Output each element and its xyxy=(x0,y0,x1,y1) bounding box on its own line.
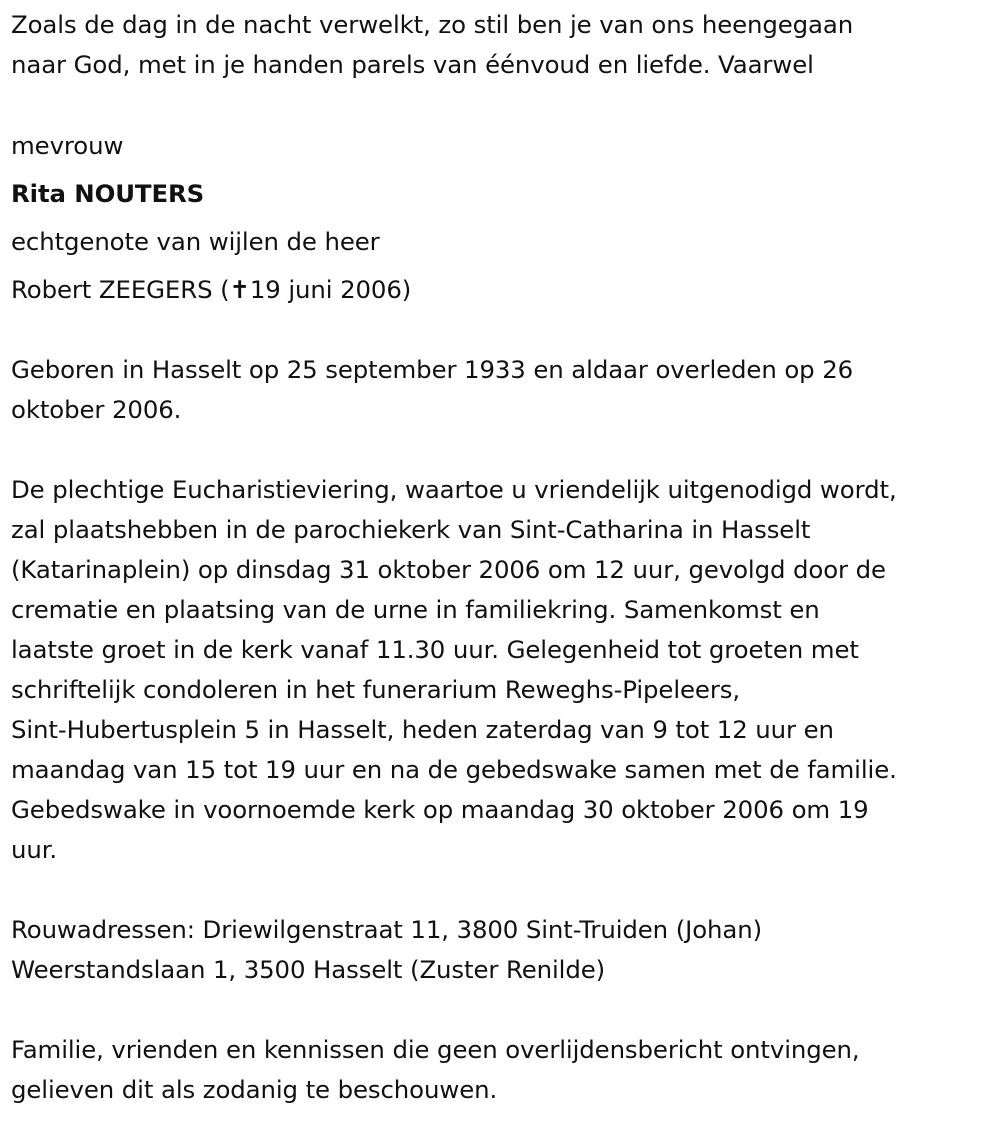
birth-death-info xyxy=(11,350,996,430)
mourning-addresses xyxy=(11,910,996,990)
ceremony-line: crematie en plaatsing van de urne in familiekring. Samenkomst en xyxy=(11,595,820,624)
birth-death-line: Geboren in Hasselt op 25 september 1933 en aldaar overleden op 26 xyxy=(11,355,854,384)
ceremony-line: De plechtige Eucharistieviering, waartoe u vriendelijk uitgenodigd wordt, xyxy=(11,475,897,504)
address-line: Weerstandslaan 1, 3500 Hasselt (Zuster Renilde) xyxy=(11,955,606,984)
spouse-text: Robert ZEEGERS (✝19 juni 2006) xyxy=(11,275,412,304)
intro-line: naar God, met in je handen parels van éénvoud en liefde. Vaarwel xyxy=(11,50,814,79)
intro-poem xyxy=(11,5,996,85)
closing-line: Familie, vrienden en kennissen die geen overlijdensbericht ontvingen, xyxy=(11,1035,860,1064)
ceremony-line: uur. xyxy=(11,835,58,864)
ceremony-line: zal plaatshebben in de parochiekerk van Sint-Catharina in Hasselt xyxy=(11,515,811,544)
ceremony-line: Gebedswake in voornoemde kerk op maandag 30 oktober 2006 om 19 xyxy=(11,795,869,824)
ceremony-line: schriftelijk condoleren in het funerarium Reweghs-Pipeleers, xyxy=(11,675,741,704)
deceased-name xyxy=(11,174,996,214)
ceremony-line: (Katarinaplein) op dinsdag 31 oktober 2006 om 12 uur, gevolgd door de xyxy=(11,555,886,584)
ceremony-line: Sint-Hubertusplein 5 in Hasselt, heden zaterdag van 9 tot 12 uur en xyxy=(11,715,834,744)
address-line: Rouwadressen: Driewilgenstraat 11, 3800 Sint-Truiden (Johan) xyxy=(11,915,763,944)
spouse xyxy=(11,270,996,310)
salutation xyxy=(11,126,996,166)
intro-line: Zoals de dag in de nacht verwelkt, zo stil ben je van ons heengegaan xyxy=(11,10,854,39)
ceremony-line: maandag van 15 tot 19 uur en na de gebedswake samen met de familie. xyxy=(11,755,897,784)
closing-line: gelieven dit als zodanig te beschouwen. xyxy=(11,1075,498,1104)
salutation-text: mevrouw xyxy=(11,131,124,160)
deceased-name-text: Rita NOUTERS xyxy=(11,179,205,208)
ceremony-line: laatste groet in de kerk vanaf 11.30 uur. Gelegenheid tot groeten met xyxy=(11,635,859,664)
closing-note xyxy=(11,1030,996,1110)
relation-text: echtgenote van wijlen de heer xyxy=(11,227,380,256)
birth-death-line: oktober 2006. xyxy=(11,395,182,424)
ceremony-info xyxy=(11,470,996,870)
relation xyxy=(11,222,996,262)
